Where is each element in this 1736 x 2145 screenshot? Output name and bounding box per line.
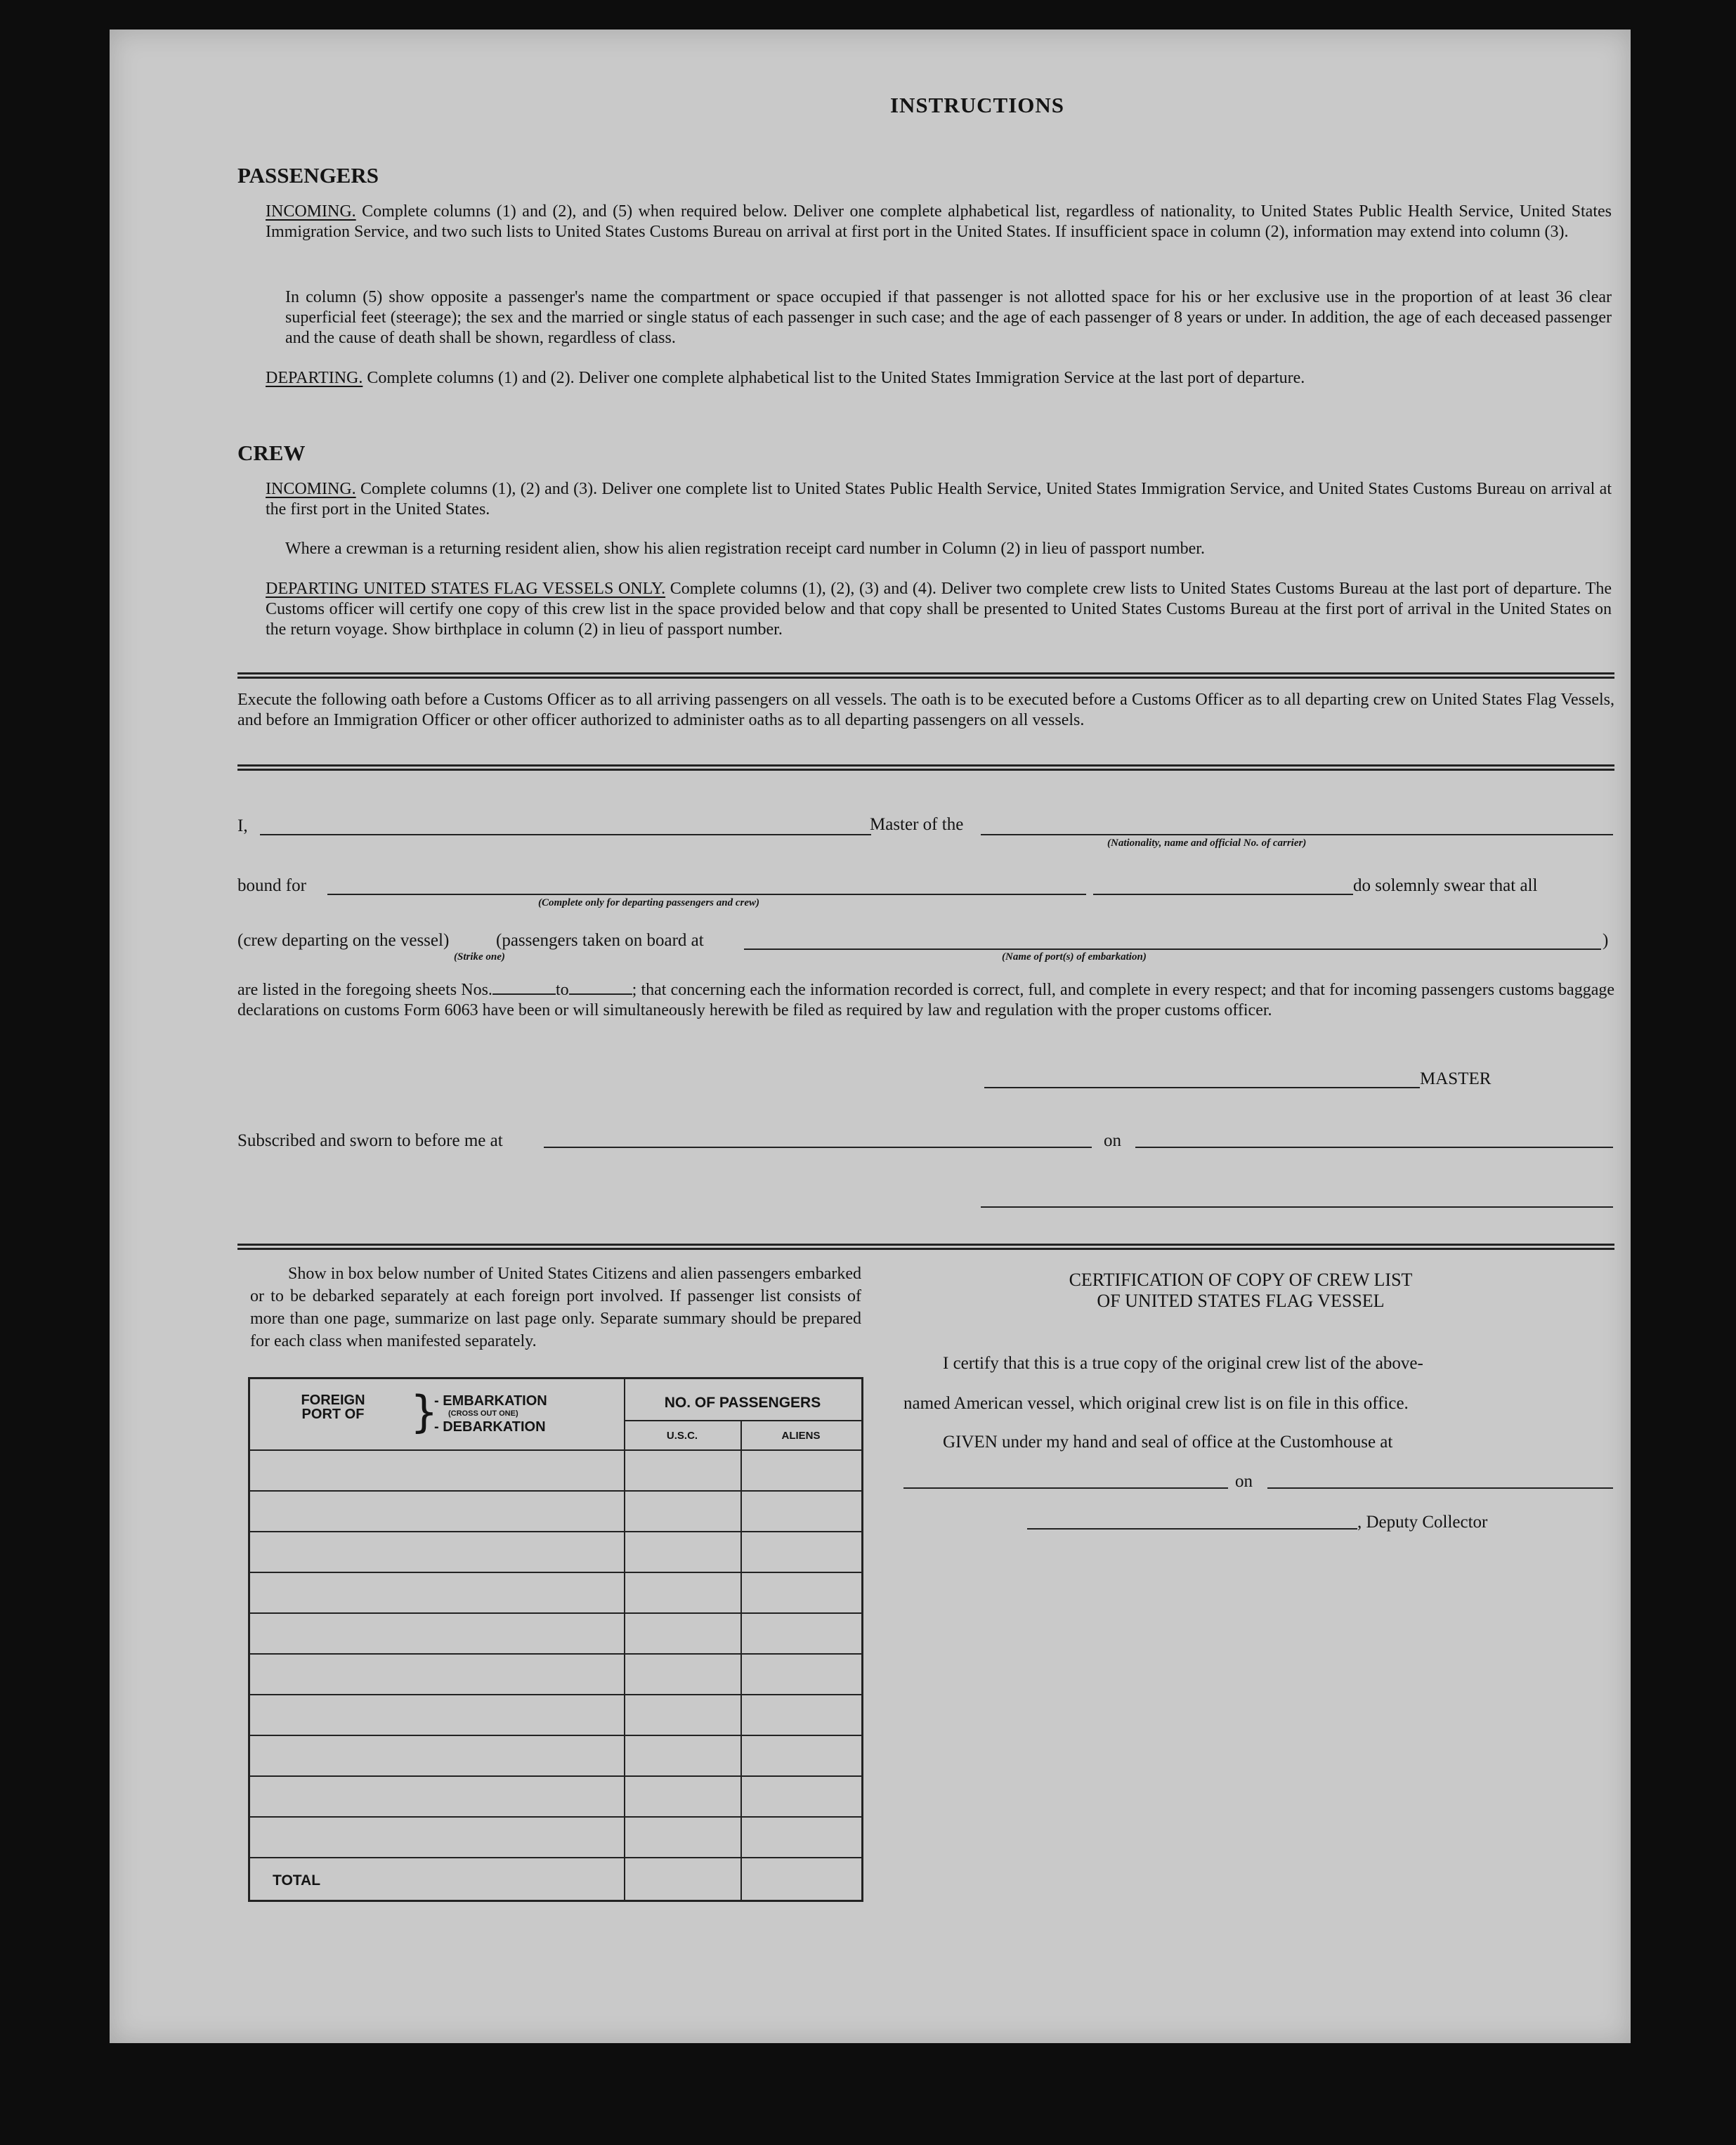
table-header-rule <box>250 1449 861 1451</box>
bound-for-field[interactable] <box>327 894 1086 895</box>
certify-line1: I certify that this is a true copy of the original crew list of the above- <box>943 1354 1423 1373</box>
sworn-on-label: on <box>1104 1131 1121 1150</box>
double-rule <box>237 764 1614 771</box>
table-row[interactable] <box>250 1490 861 1492</box>
table-row[interactable] <box>250 1816 861 1818</box>
carrier-field[interactable] <box>981 834 1613 835</box>
master-signature-field[interactable] <box>984 1087 1420 1088</box>
complete-only-note: (Complete only for departing passengers and crew) <box>538 897 759 908</box>
deputy-signature-field[interactable] <box>1027 1528 1357 1530</box>
to-label: to <box>555 981 569 999</box>
table-row[interactable] <box>250 1857 861 1858</box>
sheet-from-field[interactable] <box>492 993 556 995</box>
passengers-departing <box>266 368 1612 389</box>
crew-incoming <box>266 479 1612 520</box>
summary-instruction: Show in box below number of United States Citizens and alien passengers embarked or to be debarked separately at each foreign port involved. If passenger list consists of more than one page, summarize on last page only. Separate summary should be prepared for each class when manifested separately. <box>250 1265 861 1350</box>
passengers-heading: PASSENGERS <box>237 163 379 188</box>
crew-departing-label: DEPARTING UNITED STATES FLAG VESSELS ONLY. <box>266 580 666 598</box>
table-divider <box>740 1420 742 1900</box>
bound-for-label: bound for <box>237 876 306 895</box>
close-paren: ) <box>1603 931 1609 950</box>
total-label: TOTAL <box>273 1872 321 1889</box>
embarkation-header: - EMBARKATION <box>434 1393 547 1409</box>
sworn-date-field[interactable] <box>1135 1147 1613 1148</box>
passengers-column5: In column (5) show opposite a passenger's name the compartment or space occupied if that passenger is not allotted space for his or her exclusive use in the proportion of at least 36 clear superficial feet (steerage); the sex and the married or single status of each passenger in such case; and the age of each passenger of 8 years or under. In addition, the age of each deceased passenger and the cause of death shall be shown, regardless of class. <box>285 288 1612 347</box>
table-row[interactable] <box>250 1735 861 1736</box>
passengers-departing-text: Complete columns (1) and (2). Deliver one complete alphabetical list to the United States Immigration Service at the last port of departure. <box>367 369 1305 387</box>
crew-incoming-text: Complete columns (1), (2) and (3). Deliver one complete list to United States Public Health Service, United States Immigration Service, and United States Customs Bureau on arrival at the first port in the United States. <box>266 480 1612 519</box>
certify-line3: GIVEN under my hand and seal of office at the Customhouse at <box>943 1433 1393 1452</box>
table-row[interactable] <box>250 1694 861 1695</box>
subscribed-label: Subscribed and sworn to before me at <box>237 1131 503 1150</box>
double-rule <box>237 1244 1614 1250</box>
crew-departing <box>266 579 1612 640</box>
aliens-header: ALIENS <box>781 1430 821 1442</box>
table-row[interactable] <box>250 1531 861 1532</box>
crew-departing-option: (crew departing on the vessel) <box>237 931 450 950</box>
table-row[interactable] <box>250 1653 861 1655</box>
listed-paragraph <box>237 980 1614 1021</box>
passengers-incoming-text: Complete columns (1) and (2), and (5) when required below. Deliver one complete alphabetical list, regardless of nationality, to United States Public Health Service, United States Immigration Service, and two such lists to United States Customs Bureau on arrival at first port in the United States. If insufficient space in column (2), information may extend into column (3). <box>266 202 1612 241</box>
table-row[interactable] <box>250 1572 861 1573</box>
listed-prefix: are listed in the foregoing sheets Nos. <box>237 981 492 999</box>
form-page <box>110 30 1631 2043</box>
ports-of-embarkation-field[interactable] <box>744 948 1601 950</box>
cert-date-field[interactable] <box>1267 1487 1613 1489</box>
master-label: MASTER <box>1420 1069 1492 1088</box>
brace-icon: } <box>410 1386 438 1437</box>
certification-title-line1: CERTIFICATION OF COPY OF CREW LIST <box>1069 1270 1413 1290</box>
passenger-summary-table <box>248 1377 863 1902</box>
listed-rest: ; that concerning each the information recorded is correct, full, and complete in every respect; and that for incoming passengers customs baggage declarations on customs Form 6063 have been or will simultaneously herewith be filed as required by law and regulation with the proper customs officer. <box>237 981 1614 1019</box>
deputy-collector-label: , Deputy Collector <box>1357 1513 1488 1532</box>
crew-resident-alien: Where a crewman is a returning resident alien, show his alien registration receipt card number in Column (2) in lieu of passport number. <box>285 540 1205 558</box>
nationality-note: (Nationality, name and official No. of carrier) <box>1107 837 1307 849</box>
foreign-port-of-header: FOREIGN PORT OF <box>301 1393 365 1422</box>
ports-note: (Name of port(s) of embarkation) <box>1002 951 1147 963</box>
passengers-taken-option: (passengers taken on board at <box>496 931 704 950</box>
passengers-departing-label: DEPARTING. <box>266 369 363 387</box>
master-of-the-label: Master of the <box>870 815 964 834</box>
bound-for-field-2[interactable] <box>1093 894 1353 895</box>
certify-line2: named American vessel, which original crew list is on file in this office. <box>903 1394 1409 1413</box>
oath-instruction: Execute the following oath before a Customs Officer as to all arriving passengers on all vessels. The oath is to be executed before a Customs Officer as to all departing crew on United States Flag Vessels, and before an Immigration Officer or other officer authorized to administer oaths as to all departing passengers on all vessels. <box>237 691 1614 729</box>
master-name-field[interactable] <box>260 834 871 835</box>
double-rule <box>237 672 1614 679</box>
table-row[interactable] <box>250 1612 861 1614</box>
usc-header: U.S.C. <box>666 1430 698 1442</box>
crew-incoming-label: INCOMING. <box>266 480 356 498</box>
table-divider <box>624 1420 861 1421</box>
table-divider <box>624 1379 625 1900</box>
passengers-incoming-label: INCOMING. <box>266 202 356 221</box>
cross-out-note: (CROSS OUT ONE) <box>448 1409 518 1418</box>
no-of-passengers-header: NO. OF PASSENGERS <box>664 1395 821 1411</box>
oath-i-label: I, <box>237 816 248 835</box>
officer-signature-field[interactable] <box>981 1206 1613 1208</box>
sworn-at-field[interactable] <box>544 1147 1092 1148</box>
strike-one-note: (Strike one) <box>454 951 505 963</box>
crew-departing-text: Complete columns (1), (2), (3) and (4). Deliver two complete crew lists to United States Customs Bureau at the last port of departure. The Customs officer will certify one copy of this crew list in the space provided below and that copy shall be presented to United States Customs Bureau at the first port of arrival in the United States on the return voyage. Show birthplace in column (2) in lieu of passport number. <box>266 580 1612 639</box>
certification-title-line2: OF UNITED STATES FLAG VESSEL <box>1097 1291 1385 1311</box>
swear-label: do solemnly swear that all <box>1353 876 1538 895</box>
sheet-to-field[interactable] <box>569 993 632 995</box>
certification-title <box>925 1270 1557 1312</box>
page-title: INSTRUCTIONS <box>889 93 1064 117</box>
table-row[interactable] <box>250 1775 861 1777</box>
crew-heading: CREW <box>237 441 306 465</box>
customhouse-field[interactable] <box>903 1487 1228 1489</box>
cert-on-label: on <box>1235 1472 1253 1491</box>
passengers-incoming <box>266 202 1612 242</box>
debarkation-header: - DEBARKATION <box>434 1419 546 1435</box>
